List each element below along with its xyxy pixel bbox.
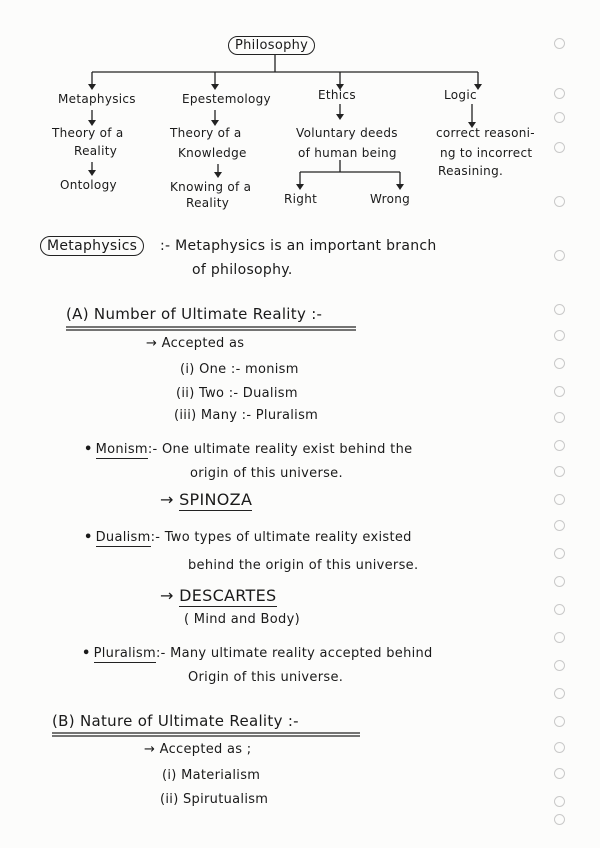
binder-hole-icon	[554, 494, 565, 505]
metaphysics-desc-2: Reality	[74, 144, 118, 158]
dualism-line-1: :- Two types of ultimate reality existed	[150, 530, 412, 545]
branch-metaphysics: Metaphysics	[58, 92, 136, 106]
binder-hole-icon	[554, 520, 565, 531]
dualism-philosopher: → DESCARTES	[160, 586, 277, 605]
dualism-term: Dualism	[95, 530, 151, 545]
section-a-item-2: (ii) Two :- Dualism	[176, 386, 298, 401]
ethics-wrong: Wrong	[370, 192, 411, 206]
binder-hole-icon	[554, 304, 565, 315]
epistemology-sub-2: Reality	[186, 196, 230, 210]
pluralism-block	[82, 646, 433, 661]
pluralism-line-1: :- Many ultimate reality accepted behind	[155, 646, 433, 661]
binder-hole-icon	[554, 386, 565, 397]
ethics-desc-2: of human being	[298, 146, 397, 160]
pluralism-term: Pluralism	[93, 646, 156, 661]
logic-desc-1: correct reasoni-	[436, 126, 535, 140]
root-node: Philosophy	[228, 36, 315, 55]
dualism-note: ( Mind and Body)	[184, 612, 300, 627]
metaphysics-def-2: of philosophy.	[192, 262, 293, 278]
binder-hole-icon	[554, 440, 565, 451]
binder-hole-icon	[554, 604, 565, 615]
section-a-accepted: → Accepted as	[146, 336, 245, 351]
dualism-line-2: behind the origin of this universe.	[188, 558, 419, 573]
monism-block	[84, 442, 412, 457]
binder-hole-icon	[554, 548, 565, 559]
bullet-icon: •	[82, 646, 91, 661]
binder-hole-icon	[554, 688, 565, 699]
pluralism-line-2: Origin of this universe.	[188, 670, 344, 685]
ethics-right: Right	[284, 192, 318, 206]
epistemology-desc-2: Knowledge	[178, 146, 247, 160]
section-a-item-1: (i) One :- monism	[180, 362, 299, 377]
logic-desc-2: ng to incorrect	[440, 146, 533, 160]
binder-hole-icon	[554, 466, 565, 477]
metaphysics-def-1: :- Metaphysics is an important branch	[160, 238, 437, 254]
epistemology-sub-1: Knowing of a	[170, 180, 252, 194]
binder-hole-icon	[554, 632, 565, 643]
binder-hole-icon	[554, 742, 565, 753]
binder-hole-icon	[554, 412, 565, 423]
binder-hole-icon	[554, 196, 565, 207]
monism-line-2: origin of this universe.	[190, 466, 343, 481]
binder-hole-icon	[554, 576, 565, 587]
binder-hole-icon	[554, 660, 565, 671]
metaphysics-desc-1: Theory of a	[52, 126, 124, 140]
binder-hole-icon	[554, 250, 565, 261]
binder-hole-icon	[554, 716, 565, 727]
section-b-item-2: (ii) Spirutualism	[160, 792, 269, 807]
binder-holes	[548, 0, 578, 848]
binder-hole-icon	[554, 358, 565, 369]
epistemology-desc-1: Theory of a	[170, 126, 242, 140]
metaphysics-label: Metaphysics	[40, 236, 144, 256]
binder-hole-icon	[554, 88, 565, 99]
binder-hole-icon	[554, 112, 565, 123]
dualism-block	[84, 530, 412, 545]
section-b-item-1: (i) Materialism	[162, 768, 261, 783]
section-b-heading: (B) Nature of Ultimate Reality :-	[52, 712, 299, 730]
bullet-icon: •	[84, 442, 93, 457]
section-b-accepted: → Accepted as ;	[144, 742, 252, 757]
ethics-desc-1: Voluntary deeds	[296, 126, 398, 140]
bullet-icon: •	[84, 530, 93, 545]
binder-hole-icon	[554, 142, 565, 153]
binder-hole-icon	[554, 38, 565, 49]
binder-hole-icon	[554, 330, 565, 341]
monism-term: Monism	[95, 442, 148, 457]
metaphysics-sub: Ontology	[60, 178, 117, 192]
branch-epestemology: Epestemology	[182, 92, 271, 106]
section-a-heading: (A) Number of Ultimate Reality :-	[66, 305, 323, 323]
section-a-item-3: (iii) Many :- Pluralism	[174, 408, 319, 423]
binder-hole-icon	[554, 814, 565, 825]
monism-philosopher: → SPINOZA	[160, 490, 253, 509]
logic-desc-3: Reasining.	[438, 164, 504, 178]
branch-logic: Logic	[444, 88, 477, 102]
binder-hole-icon	[554, 768, 565, 779]
binder-hole-icon	[554, 796, 565, 807]
monism-line-1: :- One ultimate reality exist behind the	[147, 442, 413, 457]
branch-ethics: Ethics	[318, 88, 356, 102]
